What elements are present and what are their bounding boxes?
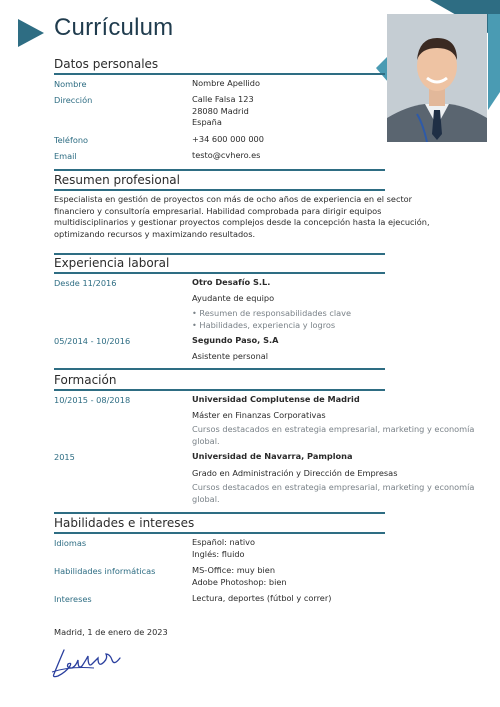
language-item: Inglés: fluido xyxy=(192,548,245,559)
person-avatar-icon xyxy=(387,14,487,142)
value-languages xyxy=(192,537,255,560)
section-divider xyxy=(54,169,385,171)
value-address xyxy=(192,94,254,129)
value-email: testo@cvhero.es xyxy=(192,150,261,160)
experience-role: Ayudante de equipo xyxy=(192,293,275,303)
summary-text: Especialista en gestión de proyectos con más de ocho años de experiencia en el sector financiero y consultoría empresarial. Habilidad comprobada para dirigir equipos multidisciplinarios y gestionar proyectos complejos desde la concepción hasta la ejecución, optimizando recursos y maximizando resultados. xyxy=(54,194,430,239)
education-note xyxy=(192,482,474,505)
page-title: Currículum xyxy=(54,14,174,41)
education-note-line: global. xyxy=(192,435,220,446)
education-note-line: Cursos destacados en estrategia empresarial, marketing y economía xyxy=(192,424,475,434)
section-divider xyxy=(54,512,385,514)
section-divider xyxy=(54,272,385,274)
section-divider xyxy=(54,368,385,370)
value-phone: +34 600 000 000 xyxy=(192,134,264,144)
address-line: Calle Falsa 123 xyxy=(192,94,254,104)
computer-skill-item: MS-Office: muy bien xyxy=(192,565,276,575)
section-divider xyxy=(54,389,385,391)
education-degree: Grado en Administración y Dirección de Empresas xyxy=(192,468,398,478)
profile-photo xyxy=(387,14,487,142)
value-interests: Lectura, deportes (fútbol y correr) xyxy=(192,593,332,603)
experience-date: Desde 11/2016 xyxy=(54,278,117,288)
section-title-personal: Datos personales xyxy=(54,57,159,71)
address-line: España xyxy=(192,117,222,127)
education-school: Universidad Complutense de Madrid xyxy=(192,394,360,404)
signature-image xyxy=(50,640,130,680)
address-line: 28080 Madrid xyxy=(192,105,249,116)
computer-skill-item: Adobe Photoshop: bien xyxy=(192,576,287,587)
experience-company: Otro Desafío S.L. xyxy=(192,277,271,287)
experience-role: Asistente personal xyxy=(192,351,269,361)
education-degree: Máster en Finanzas Corporativas xyxy=(192,410,326,420)
section-title-education: Formación xyxy=(54,373,117,387)
label-languages: Idiomas xyxy=(54,538,87,548)
label-phone: Teléfono xyxy=(54,135,89,145)
experience-bullet: • Habilidades, experiencia y logros xyxy=(192,320,336,330)
education-date: 10/2015 - 08/2018 xyxy=(54,395,131,405)
experience-date: 05/2014 - 10/2016 xyxy=(54,336,131,346)
label-email: Email xyxy=(54,151,77,161)
section-divider xyxy=(54,189,385,191)
section-divider xyxy=(54,253,385,255)
education-note-line: global. xyxy=(192,493,220,504)
language-item: Español: nativo xyxy=(192,537,256,547)
experience-bullet: • Resumen de responsabilidades clave xyxy=(192,308,352,318)
education-note-line: Cursos destacados en estrategia empresarial, marketing y economía xyxy=(192,482,475,492)
section-divider xyxy=(54,73,385,75)
experience-company: Segundo Paso, S.A xyxy=(192,335,279,345)
value-computer-skills xyxy=(192,565,287,588)
label-name: Nombre xyxy=(54,79,87,89)
value-name: Nombre Apellido xyxy=(192,78,260,88)
label-computer-skills: Habilidades informáticas xyxy=(54,566,156,576)
header-triangle-decoration xyxy=(18,19,44,47)
label-interests: Intereses xyxy=(54,594,92,604)
place-date: Madrid, 1 de enero de 2023 xyxy=(54,627,168,637)
label-address: Dirección xyxy=(54,95,93,105)
section-title-experience: Experiencia laboral xyxy=(54,256,170,270)
section-title-skills: Habilidades e intereses xyxy=(54,516,195,530)
section-divider xyxy=(54,532,385,534)
education-date: 2015 xyxy=(54,452,75,462)
section-title-summary: Resumen profesional xyxy=(54,173,180,187)
education-note xyxy=(192,424,474,447)
education-school: Universidad de Navarra, Pamplona xyxy=(192,451,353,461)
